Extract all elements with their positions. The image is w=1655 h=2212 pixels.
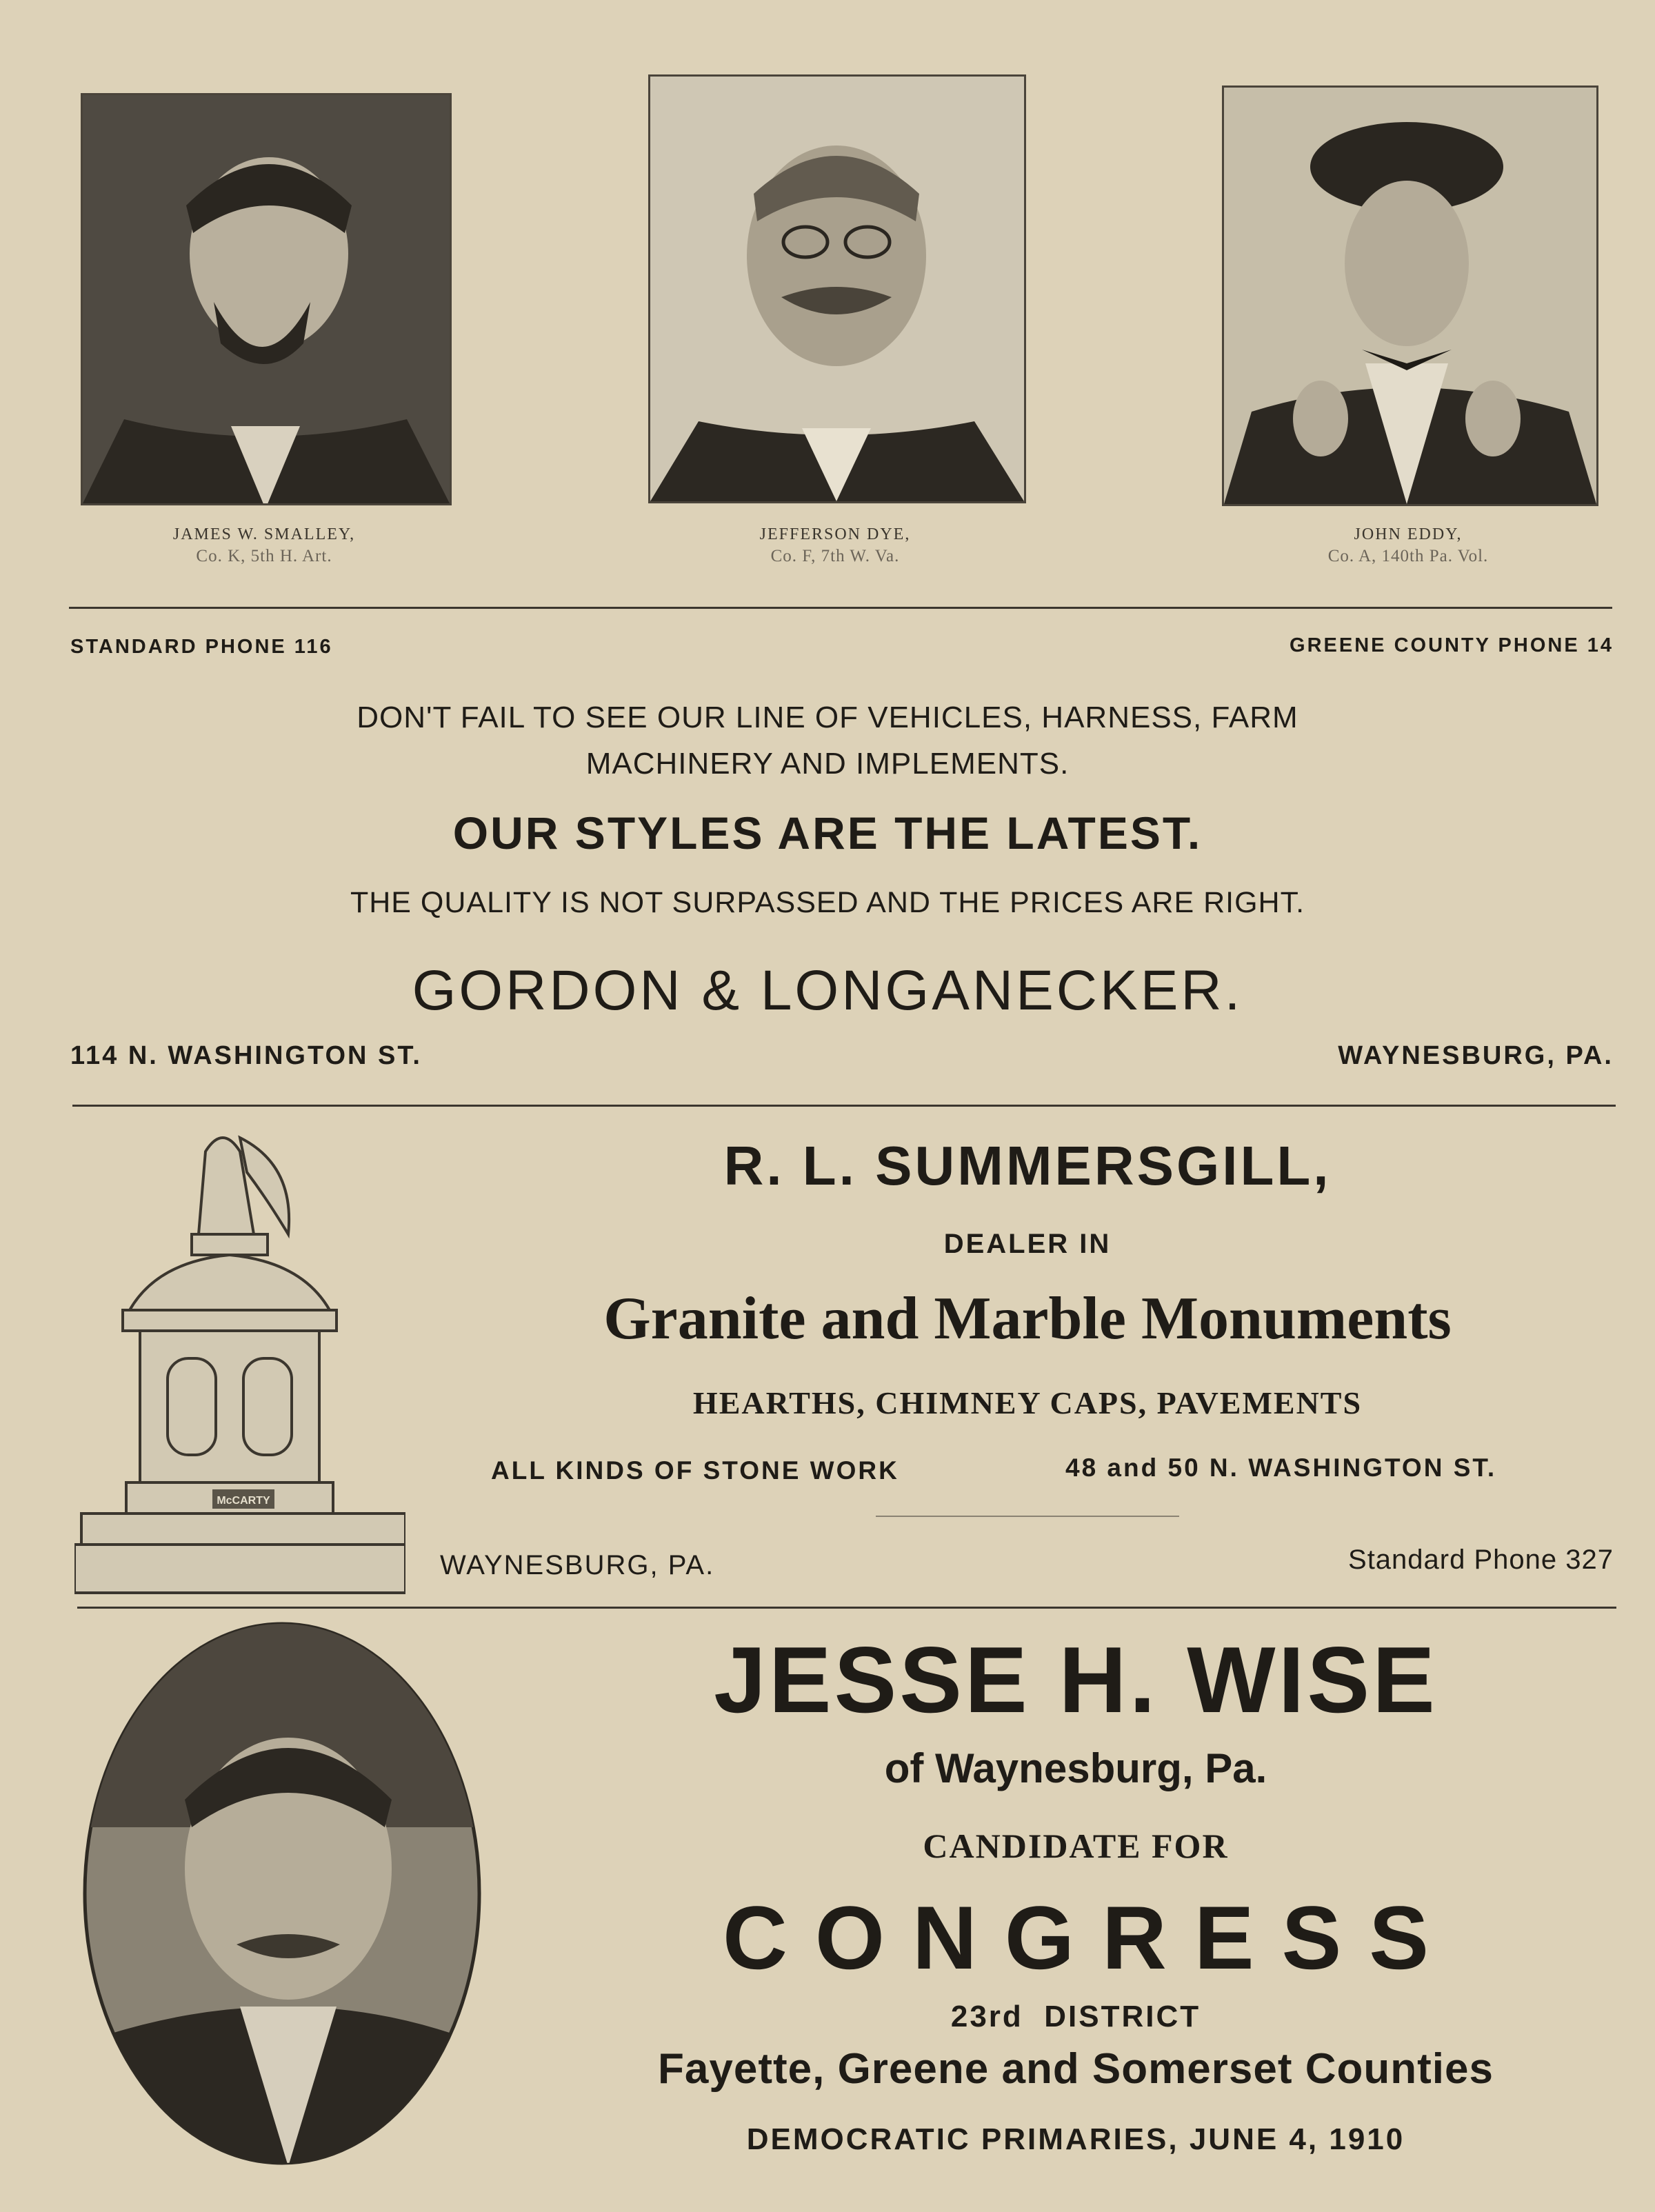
monument-plaque: McCARTY [217,1495,270,1507]
vehicles-line-2: MACHINERY AND IMPLEMENTS. [585,747,1070,781]
portrait-dye [648,74,1026,503]
quality-line: THE QUALITY IS NOT SURPASSED AND THE PRICES ARE RIGHT. [350,886,1305,919]
wise-portrait [81,1620,483,2166]
candidate-hometown: of Waynesburg, Pa. [884,1745,1267,1791]
district: 23rd DISTRICT [950,2000,1201,2033]
monument-icon [74,1124,405,1600]
vehicles-line-1: DON'T FAIL TO SEE OUR LINE OF VEHICLES, HARNESS, FARM [357,701,1298,734]
gordon-address: 114 N. WASHINGTON ST. [70,1041,422,1070]
caption-smalley [81,525,448,566]
summersgill-address: 48 and 50 N. WASHINGTON ST. [1065,1454,1497,1482]
primaries-date: DEMOCRATIC PRIMARIES, JUNE 4, 1910 [746,2122,1405,2156]
candidate-name: JESSE H. WISE [714,1627,1438,1732]
candidate-for: CANDIDATE FOR [923,1827,1229,1865]
styles-headline: OUR STYLES ARE THE LATEST. [452,807,1203,858]
portrait-name: JAMES W. SMALLEY, [172,525,356,543]
wise-portrait-image [81,1620,483,2166]
summersgill-name: R. L. SUMMERSGILL, [723,1135,1332,1196]
office-congress: CONGRESS [722,1887,1456,1988]
phone-greene-county: GREENE COUNTY PHONE 14 [1290,634,1614,656]
caption-dye [648,525,1022,566]
dealer-in: DEALER IN [943,1229,1112,1259]
portrait-eddy-image [1224,88,1596,504]
summersgill-divider [876,1516,1179,1517]
portrait-smalley [81,93,452,505]
hearths-line: HEARTHS, CHIMNEY CAPS, PAVEMENTS [692,1385,1363,1420]
divider-bottom [77,1607,1616,1609]
summersgill-phone: Standard Phone 327 [1348,1545,1614,1575]
portrait-unit: Co. K, 5th H. Art. [196,547,332,565]
monuments-headline: Granite and Marble Monuments [603,1285,1452,1352]
monument-illustration [74,1124,405,1600]
divider-middle [72,1105,1616,1107]
portrait-name: JOHN EDDY, [1354,525,1463,543]
phone-standard: STANDARD PHONE 116 [70,636,333,658]
caption-eddy [1222,525,1594,566]
summersgill-city: WAYNESBURG, PA. [440,1550,715,1580]
portrait-dye-image [650,77,1024,501]
gordon-city: WAYNESBURG, PA. [1338,1041,1614,1070]
portrait-unit: Co. A, 140th Pa. Vol. [1327,547,1489,565]
portrait-name: JEFFERSON DYE, [759,525,911,543]
stone-work: ALL KINDS OF STONE WORK [491,1456,899,1485]
portrait-smalley-image [83,95,450,503]
counties: Fayette, Greene and Somerset Counties [658,2045,1494,2093]
portrait-eddy [1222,86,1598,506]
firm-name: GORDON & LONGANECKER. [412,959,1243,1022]
divider-top [69,607,1612,609]
portrait-unit: Co. F, 7th W. Va. [770,547,900,565]
